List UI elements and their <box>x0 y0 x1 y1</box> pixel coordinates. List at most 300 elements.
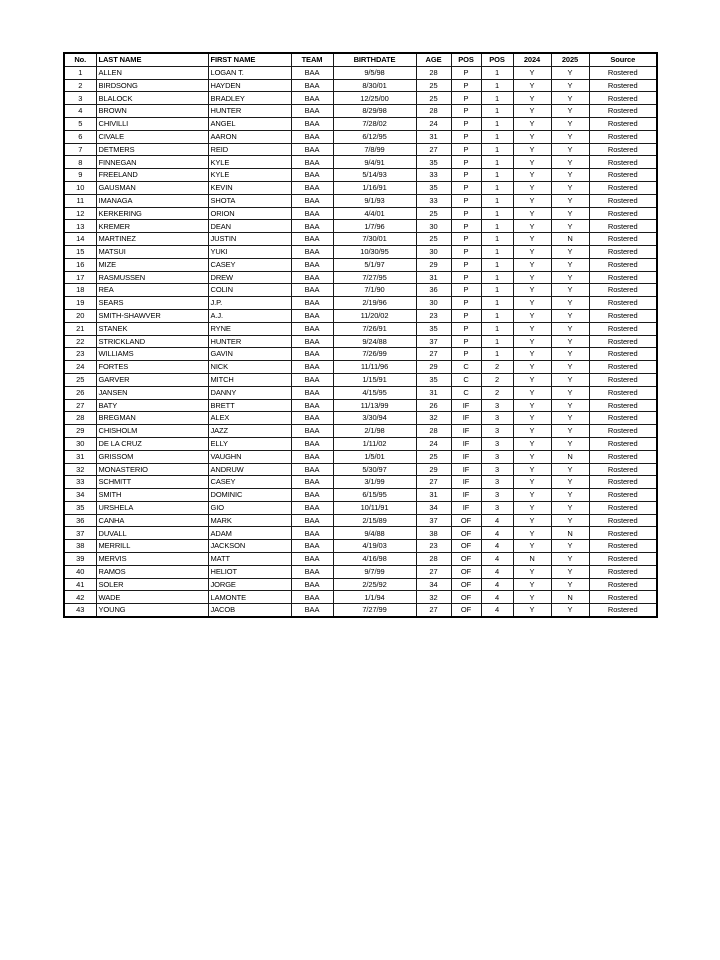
cell-team: BAA <box>291 476 333 489</box>
table-row <box>64 489 657 502</box>
cell-first-name: KYLE <box>208 156 291 169</box>
cell-age: 24 <box>416 437 451 450</box>
cell-last-name: JANSEN <box>96 386 208 399</box>
cell-source: Rostered <box>589 514 657 527</box>
cell-2024: Y <box>513 245 551 258</box>
cell-first-name: DOMINIC <box>208 489 291 502</box>
cell-age: 28 <box>416 553 451 566</box>
cell-source: Rostered <box>589 105 657 118</box>
cell-pos: P <box>451 233 481 246</box>
cell-2025: Y <box>551 604 589 617</box>
cell-birthdate: 9/24/88 <box>333 335 416 348</box>
cell-pos-num: 3 <box>481 463 513 476</box>
cell-pos-num: 1 <box>481 181 513 194</box>
cell-birthdate: 5/14/93 <box>333 169 416 182</box>
cell-no: 29 <box>64 425 96 438</box>
table-row <box>64 181 657 194</box>
cell-age: 32 <box>416 412 451 425</box>
cell-2025: Y <box>551 297 589 310</box>
cell-age: 35 <box>416 373 451 386</box>
cell-team: BAA <box>291 207 333 220</box>
cell-pos-num: 4 <box>481 604 513 617</box>
cell-birthdate: 8/30/01 <box>333 79 416 92</box>
roster-table <box>63 52 658 618</box>
cell-2024: Y <box>513 169 551 182</box>
cell-pos: OF <box>451 540 481 553</box>
cell-age: 28 <box>416 105 451 118</box>
cell-pos: OF <box>451 553 481 566</box>
cell-team: BAA <box>291 220 333 233</box>
cell-2025: Y <box>551 117 589 130</box>
cell-2024: Y <box>513 297 551 310</box>
cell-no: 28 <box>64 412 96 425</box>
cell-birthdate: 6/12/95 <box>333 130 416 143</box>
cell-pos: P <box>451 105 481 118</box>
cell-birthdate: 10/11/91 <box>333 501 416 514</box>
cell-source: Rostered <box>589 527 657 540</box>
cell-pos: OF <box>451 527 481 540</box>
cell-source: Rostered <box>589 194 657 207</box>
cell-age: 29 <box>416 463 451 476</box>
cell-no: 15 <box>64 245 96 258</box>
cell-first-name: CASEY <box>208 476 291 489</box>
cell-no: 22 <box>64 335 96 348</box>
cell-pos-num: 1 <box>481 194 513 207</box>
cell-pos-num: 4 <box>481 553 513 566</box>
cell-2025: Y <box>551 105 589 118</box>
cell-team: BAA <box>291 361 333 374</box>
column-header-2025: 2025 <box>551 53 589 66</box>
cell-age: 30 <box>416 297 451 310</box>
cell-2025: Y <box>551 207 589 220</box>
cell-birthdate: 9/5/98 <box>333 66 416 79</box>
cell-2024: Y <box>513 309 551 322</box>
cell-source: Rostered <box>589 130 657 143</box>
cell-birthdate: 2/19/96 <box>333 297 416 310</box>
cell-2024: Y <box>513 258 551 271</box>
cell-first-name: AARON <box>208 130 291 143</box>
cell-no: 12 <box>64 207 96 220</box>
table-row <box>64 463 657 476</box>
cell-team: BAA <box>291 514 333 527</box>
cell-source: Rostered <box>589 361 657 374</box>
cell-last-name: WADE <box>96 591 208 604</box>
cell-source: Rostered <box>589 412 657 425</box>
cell-last-name: CANHA <box>96 514 208 527</box>
cell-age: 34 <box>416 501 451 514</box>
cell-2024: Y <box>513 501 551 514</box>
cell-last-name: REA <box>96 284 208 297</box>
cell-last-name: SOLER <box>96 578 208 591</box>
cell-age: 31 <box>416 386 451 399</box>
cell-birthdate: 1/7/96 <box>333 220 416 233</box>
cell-2024: Y <box>513 565 551 578</box>
cell-birthdate: 2/25/92 <box>333 578 416 591</box>
cell-2025: Y <box>551 143 589 156</box>
column-header-pos-num: POS <box>481 53 513 66</box>
cell-no: 3 <box>64 92 96 105</box>
cell-birthdate: 4/15/95 <box>333 386 416 399</box>
cell-team: BAA <box>291 233 333 246</box>
cell-team: BAA <box>291 309 333 322</box>
table-row <box>64 233 657 246</box>
cell-age: 36 <box>416 284 451 297</box>
cell-age: 34 <box>416 578 451 591</box>
cell-source: Rostered <box>589 66 657 79</box>
cell-pos: C <box>451 373 481 386</box>
cell-pos-num: 1 <box>481 66 513 79</box>
cell-2025: Y <box>551 553 589 566</box>
cell-2025: Y <box>551 514 589 527</box>
cell-age: 35 <box>416 322 451 335</box>
cell-last-name: WILLIAMS <box>96 348 208 361</box>
cell-source: Rostered <box>589 92 657 105</box>
cell-source: Rostered <box>589 271 657 284</box>
cell-first-name: JACOB <box>208 604 291 617</box>
cell-last-name: BROWN <box>96 105 208 118</box>
cell-pos-num: 1 <box>481 117 513 130</box>
table-row <box>64 322 657 335</box>
cell-last-name: IMANAGA <box>96 194 208 207</box>
cell-team: BAA <box>291 79 333 92</box>
cell-team: BAA <box>291 501 333 514</box>
cell-birthdate: 11/13/99 <box>333 399 416 412</box>
cell-source: Rostered <box>589 476 657 489</box>
cell-last-name: DE LA CRUZ <box>96 437 208 450</box>
cell-team: BAA <box>291 425 333 438</box>
cell-pos-num: 1 <box>481 130 513 143</box>
cell-2025: N <box>551 233 589 246</box>
cell-birthdate: 5/30/97 <box>333 463 416 476</box>
cell-first-name: CASEY <box>208 258 291 271</box>
table-row <box>64 194 657 207</box>
cell-source: Rostered <box>589 220 657 233</box>
table-row <box>64 284 657 297</box>
cell-last-name: CHISHOLM <box>96 425 208 438</box>
cell-no: 24 <box>64 361 96 374</box>
cell-last-name: STRICKLAND <box>96 335 208 348</box>
cell-age: 26 <box>416 399 451 412</box>
table-row <box>64 220 657 233</box>
cell-2025: Y <box>551 540 589 553</box>
cell-source: Rostered <box>589 258 657 271</box>
cell-no: 9 <box>64 169 96 182</box>
cell-pos-num: 4 <box>481 527 513 540</box>
cell-first-name: JORGE <box>208 578 291 591</box>
cell-pos: P <box>451 271 481 284</box>
cell-2025: N <box>551 450 589 463</box>
table-row <box>64 437 657 450</box>
cell-2025: Y <box>551 412 589 425</box>
cell-pos: IF <box>451 425 481 438</box>
cell-team: BAA <box>291 348 333 361</box>
cell-team: BAA <box>291 92 333 105</box>
cell-team: BAA <box>291 399 333 412</box>
cell-team: BAA <box>291 591 333 604</box>
cell-birthdate: 7/8/99 <box>333 143 416 156</box>
cell-source: Rostered <box>589 156 657 169</box>
table-row <box>64 143 657 156</box>
cell-team: BAA <box>291 578 333 591</box>
cell-birthdate: 4/16/98 <box>333 553 416 566</box>
table-row <box>64 105 657 118</box>
cell-team: BAA <box>291 565 333 578</box>
cell-pos: OF <box>451 604 481 617</box>
table-row <box>64 450 657 463</box>
cell-last-name: MARTINEZ <box>96 233 208 246</box>
cell-2024: Y <box>513 284 551 297</box>
cell-2025: Y <box>551 501 589 514</box>
cell-2025: Y <box>551 425 589 438</box>
cell-source: Rostered <box>589 284 657 297</box>
cell-2025: Y <box>551 348 589 361</box>
cell-pos: P <box>451 130 481 143</box>
cell-birthdate: 1/15/91 <box>333 373 416 386</box>
cell-no: 36 <box>64 514 96 527</box>
cell-age: 27 <box>416 476 451 489</box>
cell-2024: Y <box>513 105 551 118</box>
cell-team: BAA <box>291 156 333 169</box>
cell-team: BAA <box>291 450 333 463</box>
table-row <box>64 501 657 514</box>
cell-2024: Y <box>513 271 551 284</box>
cell-source: Rostered <box>589 348 657 361</box>
table-row <box>64 92 657 105</box>
cell-age: 35 <box>416 156 451 169</box>
cell-no: 10 <box>64 181 96 194</box>
cell-first-name: NICK <box>208 361 291 374</box>
table-row <box>64 309 657 322</box>
cell-no: 23 <box>64 348 96 361</box>
cell-2024: Y <box>513 220 551 233</box>
cell-first-name: BRADLEY <box>208 92 291 105</box>
cell-pos-num: 1 <box>481 156 513 169</box>
cell-last-name: MIZE <box>96 258 208 271</box>
cell-no: 41 <box>64 578 96 591</box>
cell-no: 35 <box>64 501 96 514</box>
cell-pos-num: 3 <box>481 501 513 514</box>
cell-team: BAA <box>291 194 333 207</box>
cell-2025: Y <box>551 181 589 194</box>
cell-age: 27 <box>416 604 451 617</box>
cell-pos-num: 3 <box>481 437 513 450</box>
cell-pos-num: 1 <box>481 220 513 233</box>
cell-last-name: SCHMITT <box>96 476 208 489</box>
cell-source: Rostered <box>589 143 657 156</box>
cell-age: 30 <box>416 220 451 233</box>
column-header-source: Source <box>589 53 657 66</box>
table-row <box>64 578 657 591</box>
cell-pos: IF <box>451 399 481 412</box>
cell-first-name: ORION <box>208 207 291 220</box>
cell-birthdate: 2/1/98 <box>333 425 416 438</box>
column-header-team: TEAM <box>291 53 333 66</box>
cell-pos: P <box>451 79 481 92</box>
cell-source: Rostered <box>589 169 657 182</box>
cell-age: 33 <box>416 169 451 182</box>
cell-last-name: BATY <box>96 399 208 412</box>
cell-first-name: ELLY <box>208 437 291 450</box>
cell-last-name: RAMOS <box>96 565 208 578</box>
table-row <box>64 553 657 566</box>
cell-pos: OF <box>451 514 481 527</box>
cell-2024: Y <box>513 540 551 553</box>
cell-team: BAA <box>291 117 333 130</box>
cell-first-name: VAUGHN <box>208 450 291 463</box>
cell-no: 31 <box>64 450 96 463</box>
cell-pos: IF <box>451 489 481 502</box>
cell-age: 25 <box>416 233 451 246</box>
cell-age: 27 <box>416 348 451 361</box>
cell-2024: Y <box>513 66 551 79</box>
cell-pos-num: 1 <box>481 245 513 258</box>
cell-pos: P <box>451 143 481 156</box>
cell-pos: P <box>451 245 481 258</box>
table-row <box>64 565 657 578</box>
cell-2025: Y <box>551 565 589 578</box>
cell-2025: Y <box>551 386 589 399</box>
cell-team: BAA <box>291 386 333 399</box>
cell-age: 37 <box>416 335 451 348</box>
cell-pos: C <box>451 361 481 374</box>
cell-no: 2 <box>64 79 96 92</box>
cell-pos-num: 1 <box>481 348 513 361</box>
cell-source: Rostered <box>589 450 657 463</box>
cell-team: BAA <box>291 604 333 617</box>
table-row <box>64 271 657 284</box>
cell-age: 31 <box>416 271 451 284</box>
cell-source: Rostered <box>589 386 657 399</box>
cell-2024: Y <box>513 450 551 463</box>
cell-pos-num: 1 <box>481 322 513 335</box>
cell-team: BAA <box>291 271 333 284</box>
cell-no: 26 <box>64 386 96 399</box>
cell-team: BAA <box>291 284 333 297</box>
cell-last-name: MERVIS <box>96 553 208 566</box>
cell-age: 24 <box>416 117 451 130</box>
cell-birthdate: 1/16/91 <box>333 181 416 194</box>
cell-2025: Y <box>551 220 589 233</box>
cell-pos-num: 3 <box>481 412 513 425</box>
cell-source: Rostered <box>589 565 657 578</box>
cell-source: Rostered <box>589 591 657 604</box>
table-row <box>64 527 657 540</box>
cell-source: Rostered <box>589 297 657 310</box>
cell-source: Rostered <box>589 425 657 438</box>
cell-2024: Y <box>513 117 551 130</box>
cell-source: Rostered <box>589 501 657 514</box>
table-row <box>64 156 657 169</box>
table-row <box>64 79 657 92</box>
cell-pos-num: 3 <box>481 450 513 463</box>
cell-age: 31 <box>416 489 451 502</box>
cell-2024: Y <box>513 489 551 502</box>
cell-birthdate: 7/26/91 <box>333 322 416 335</box>
cell-source: Rostered <box>589 233 657 246</box>
cell-first-name: LOGAN T. <box>208 66 291 79</box>
cell-2024: Y <box>513 156 551 169</box>
cell-no: 5 <box>64 117 96 130</box>
cell-2024: Y <box>513 604 551 617</box>
cell-2024: Y <box>513 578 551 591</box>
cell-first-name: ANGEL <box>208 117 291 130</box>
table-row <box>64 66 657 79</box>
cell-2024: Y <box>513 527 551 540</box>
cell-birthdate: 1/1/94 <box>333 591 416 604</box>
cell-2025: Y <box>551 130 589 143</box>
cell-birthdate: 12/25/00 <box>333 92 416 105</box>
cell-first-name: KYLE <box>208 169 291 182</box>
cell-age: 33 <box>416 194 451 207</box>
table-row <box>64 348 657 361</box>
cell-team: BAA <box>291 245 333 258</box>
cell-2024: Y <box>513 322 551 335</box>
cell-2024: Y <box>513 130 551 143</box>
cell-no: 11 <box>64 194 96 207</box>
cell-birthdate: 7/28/02 <box>333 117 416 130</box>
cell-pos: P <box>451 309 481 322</box>
cell-last-name: BREGMAN <box>96 412 208 425</box>
cell-first-name: J.P. <box>208 297 291 310</box>
cell-source: Rostered <box>589 553 657 566</box>
cell-no: 42 <box>64 591 96 604</box>
cell-source: Rostered <box>589 437 657 450</box>
cell-2024: Y <box>513 399 551 412</box>
cell-age: 32 <box>416 591 451 604</box>
cell-age: 28 <box>416 425 451 438</box>
table-row <box>64 207 657 220</box>
cell-no: 43 <box>64 604 96 617</box>
cell-birthdate: 1/11/02 <box>333 437 416 450</box>
cell-birthdate: 3/30/94 <box>333 412 416 425</box>
cell-age: 29 <box>416 361 451 374</box>
cell-first-name: ANDRUW <box>208 463 291 476</box>
cell-no: 6 <box>64 130 96 143</box>
cell-birthdate: 5/1/97 <box>333 258 416 271</box>
cell-first-name: COLIN <box>208 284 291 297</box>
cell-age: 25 <box>416 207 451 220</box>
table-row <box>64 361 657 374</box>
cell-2025: Y <box>551 476 589 489</box>
cell-2024: Y <box>513 92 551 105</box>
cell-pos: P <box>451 348 481 361</box>
cell-first-name: DANNY <box>208 386 291 399</box>
cell-team: BAA <box>291 553 333 566</box>
cell-first-name: JAZZ <box>208 425 291 438</box>
cell-source: Rostered <box>589 604 657 617</box>
cell-pos: OF <box>451 565 481 578</box>
cell-first-name: A.J. <box>208 309 291 322</box>
cell-no: 13 <box>64 220 96 233</box>
cell-no: 18 <box>64 284 96 297</box>
cell-pos: P <box>451 322 481 335</box>
cell-2025: Y <box>551 463 589 476</box>
cell-no: 32 <box>64 463 96 476</box>
table-row <box>64 412 657 425</box>
cell-pos-num: 2 <box>481 373 513 386</box>
cell-pos-num: 2 <box>481 361 513 374</box>
cell-pos-num: 1 <box>481 233 513 246</box>
cell-pos: P <box>451 117 481 130</box>
cell-age: 37 <box>416 514 451 527</box>
cell-first-name: SHOTA <box>208 194 291 207</box>
table-row <box>64 117 657 130</box>
cell-last-name: MERRILL <box>96 540 208 553</box>
table-row <box>64 258 657 271</box>
cell-2024: Y <box>513 514 551 527</box>
cell-source: Rostered <box>589 578 657 591</box>
cell-pos: P <box>451 220 481 233</box>
